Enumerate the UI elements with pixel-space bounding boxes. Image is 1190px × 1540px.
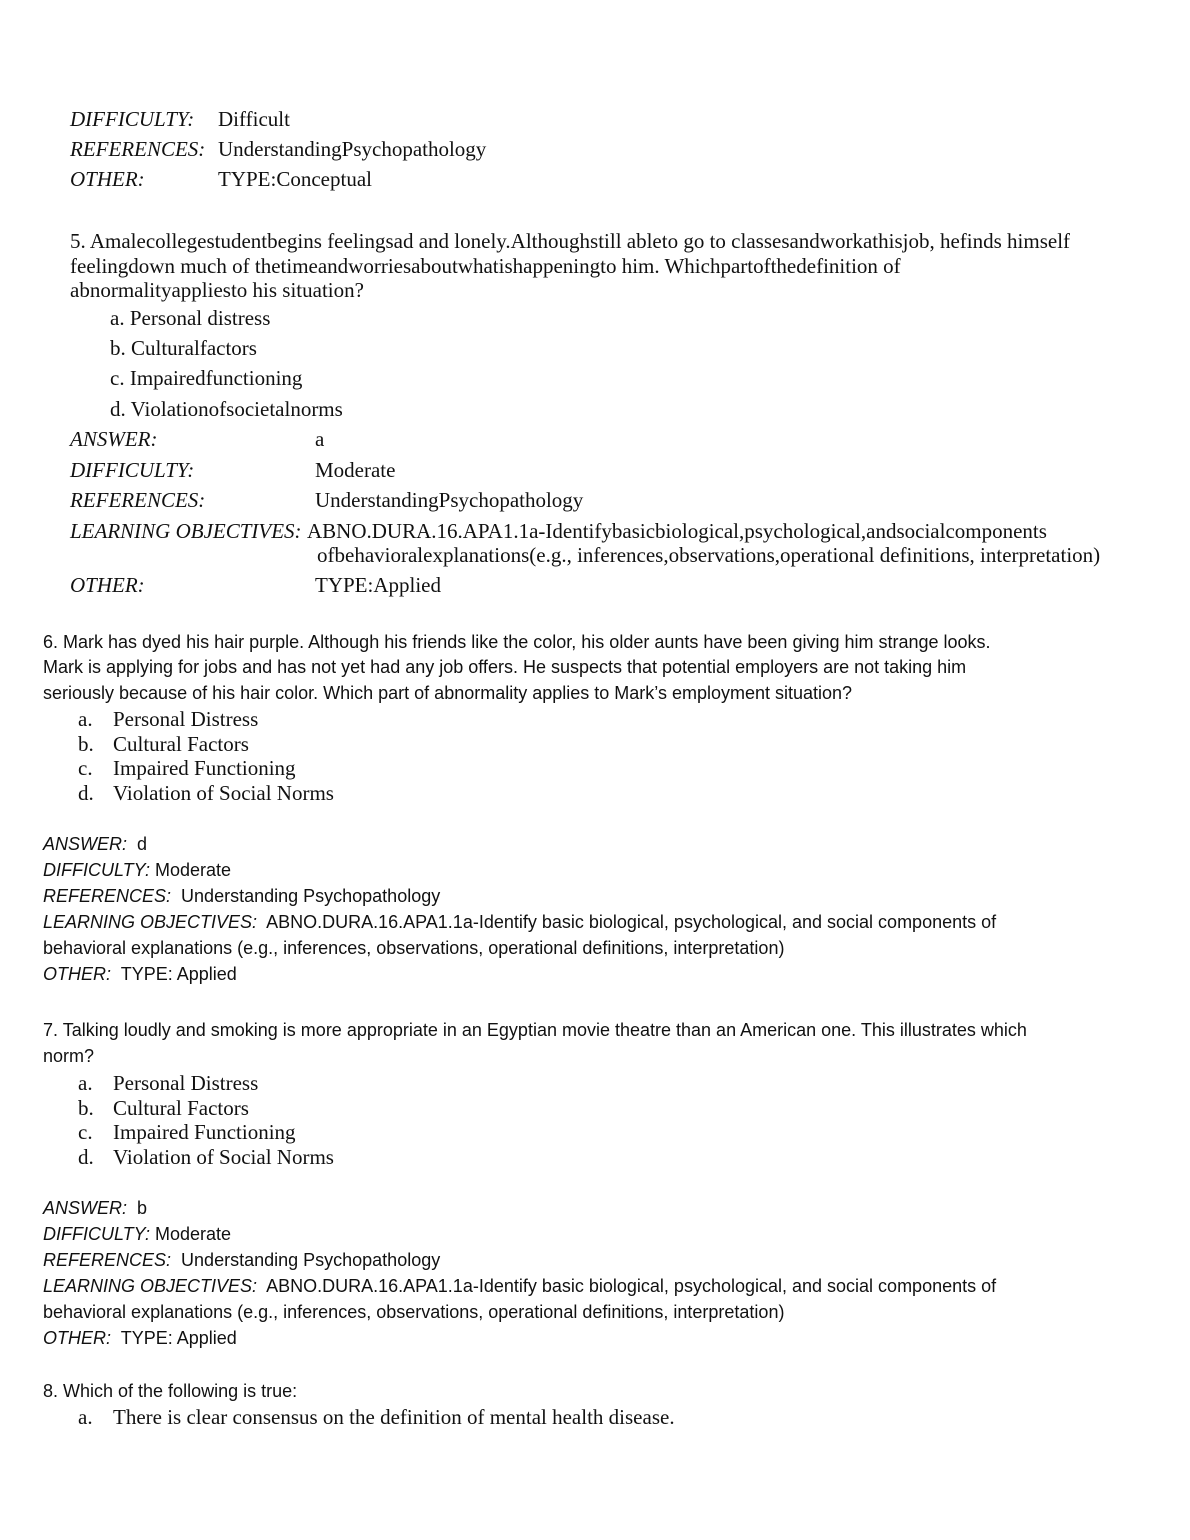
q7-stem-line: 7. Talking loudly and smoking is more appropriate in an Egyptian movie theatre than an American one. This illustrates which [43,1020,1027,1040]
q6-other-value: TYPE: Applied [120,964,237,984]
q5-objectives-line: ABNO.DURA.16.APA1.1a-Identifybasicbiological,psychological,andsocialcomponents [307,519,1047,543]
q5-other-label: OTHER: [70,573,145,597]
q5-option-d: d. Violationofsocietalnorms [110,397,343,421]
q8-stem: 8. Which of the following is true: [43,1381,298,1401]
q7-answer-label: ANSWER: [43,1198,128,1218]
q6-option-letter: a. [78,707,93,731]
q7-difficulty-label: DIFFICULTY: [43,1224,150,1244]
q5-references-value: UnderstandingPsychopathology [315,488,584,512]
q5-answer-label: ANSWER: [70,427,158,451]
q7-answer-row [43,1198,147,1219]
q6-stem-line: Mark is applying for jobs and has not yet had any job offers. He suspects that potential employers are not taking him [43,657,967,677]
q6-answer-value: d [137,834,148,854]
q7-other-row [43,1328,237,1349]
q7-difficulty-row [43,1224,231,1245]
q6-references-value: Understanding Psychopathology [181,886,441,906]
q7-option-letter: d. [78,1145,94,1169]
q6-objectives-label: LEARNING OBJECTIVES: [43,912,258,932]
q6-other-row [43,964,237,985]
q6-option-text: Impaired Functioning [113,756,296,780]
q5-objectives-label: LEARNING OBJECTIVES: [70,519,302,543]
q6-objectives-line: ABNO.DURA.16.APA1.1a-Identify basic biological, psychological, and social components of [266,912,997,932]
q5-option-b: b. Culturalfactors [110,336,257,360]
q7-option-text: Cultural Factors [113,1096,249,1120]
q7-answer-value: b [137,1198,148,1218]
q7-option-letter: a. [78,1071,93,1095]
q7-references-value: Understanding Psychopathology [181,1250,441,1270]
q5-option-c: c. Impairedfunctioning [110,366,303,390]
q5-other-value: TYPE:Applied [315,573,441,597]
q6-objectives-row [43,912,996,933]
q7-objectives-line: behavioral explanations (e.g., inferences, observations, operational definitions, interpretation) [43,1302,785,1322]
q5-difficulty-label: DIFFICULTY: [70,458,195,482]
q7-objectives-label: LEARNING OBJECTIVES: [43,1276,258,1296]
q5-stem-line: 5. Amalecollegestudentbegins feelingsad and lonely.Althoughstill ableto go to classesandworkathisjob, hefinds himself [70,229,1071,253]
q7-option-text: Violation of Social Norms [113,1145,334,1169]
q6-other-label: OTHER: [43,964,112,984]
q4-difficulty-label: DIFFICULTY: [70,107,195,131]
q5-references-label: REFERENCES: [70,488,206,512]
q6-difficulty-row [43,860,231,881]
q6-option-letter: d. [78,781,94,805]
q6-stem-line: seriously because of his hair color. Which part of abnormality applies to Mark’s employment situation? [43,683,853,703]
q6-option-letter: c. [78,756,93,780]
q7-option-letter: c. [78,1120,93,1144]
q6-references-label: REFERENCES: [43,886,172,906]
q7-objectives-line: ABNO.DURA.16.APA1.1a-Identify basic biological, psychological, and social components of [266,1276,997,1296]
q7-objectives-row [43,1276,996,1297]
q5-answer-value: a [315,427,325,451]
q5-objectives-line: ofbehavioralexplanations(e.g., inferences,observations,operational definitions, interpretation) [317,543,1101,567]
q6-objectives-line: behavioral explanations (e.g., inferences, observations, operational definitions, interpretation) [43,938,785,958]
q5-stem-line: abnormalityappliesto his situation? [70,278,364,302]
q4-other-label: OTHER: [70,167,145,191]
q6-option-text: Personal Distress [113,707,259,731]
q8-option-letter: a. [78,1405,93,1429]
q6-answer-label: ANSWER: [43,834,128,854]
q7-difficulty-value: Moderate [155,1224,232,1244]
q7-stem-line: norm? [43,1046,95,1066]
q5-difficulty-value: Moderate [315,458,396,482]
q8-option-text: There is clear consensus on the definition of mental health disease. [113,1405,675,1429]
q7-other-label: OTHER: [43,1328,112,1348]
q6-stem-line: 6. Mark has dyed his hair purple. Although his friends like the color, his older aunts have been giving him strange looks. [43,632,991,652]
q6-difficulty-value: Moderate [155,860,232,880]
q4-references-label: REFERENCES: [70,137,206,161]
q4-references-value: UnderstandingPsychopathology [218,137,487,161]
q6-references-row [43,886,440,907]
q4-difficulty-value: Difficult [218,107,290,131]
q6-option-text: Violation of Social Norms [113,781,334,805]
q5-option-a: a. Personal distress [110,306,271,330]
q7-other-value: TYPE: Applied [120,1328,237,1348]
q6-difficulty-label: DIFFICULTY: [43,860,150,880]
q6-option-text: Cultural Factors [113,732,249,756]
q4-other-value: TYPE:Conceptual [218,167,372,191]
q7-references-label: REFERENCES: [43,1250,172,1270]
q7-option-text: Personal Distress [113,1071,259,1095]
q6-option-letter: b. [78,732,94,756]
q6-answer-row [43,834,147,855]
q5-stem-line: feelingdown much of thetimeandworriesaboutwhatishappeningto him. Whichpartofthedefinition of [70,254,901,278]
q7-references-row [43,1250,440,1271]
q7-option-text: Impaired Functioning [113,1120,296,1144]
q7-option-letter: b. [78,1096,94,1120]
